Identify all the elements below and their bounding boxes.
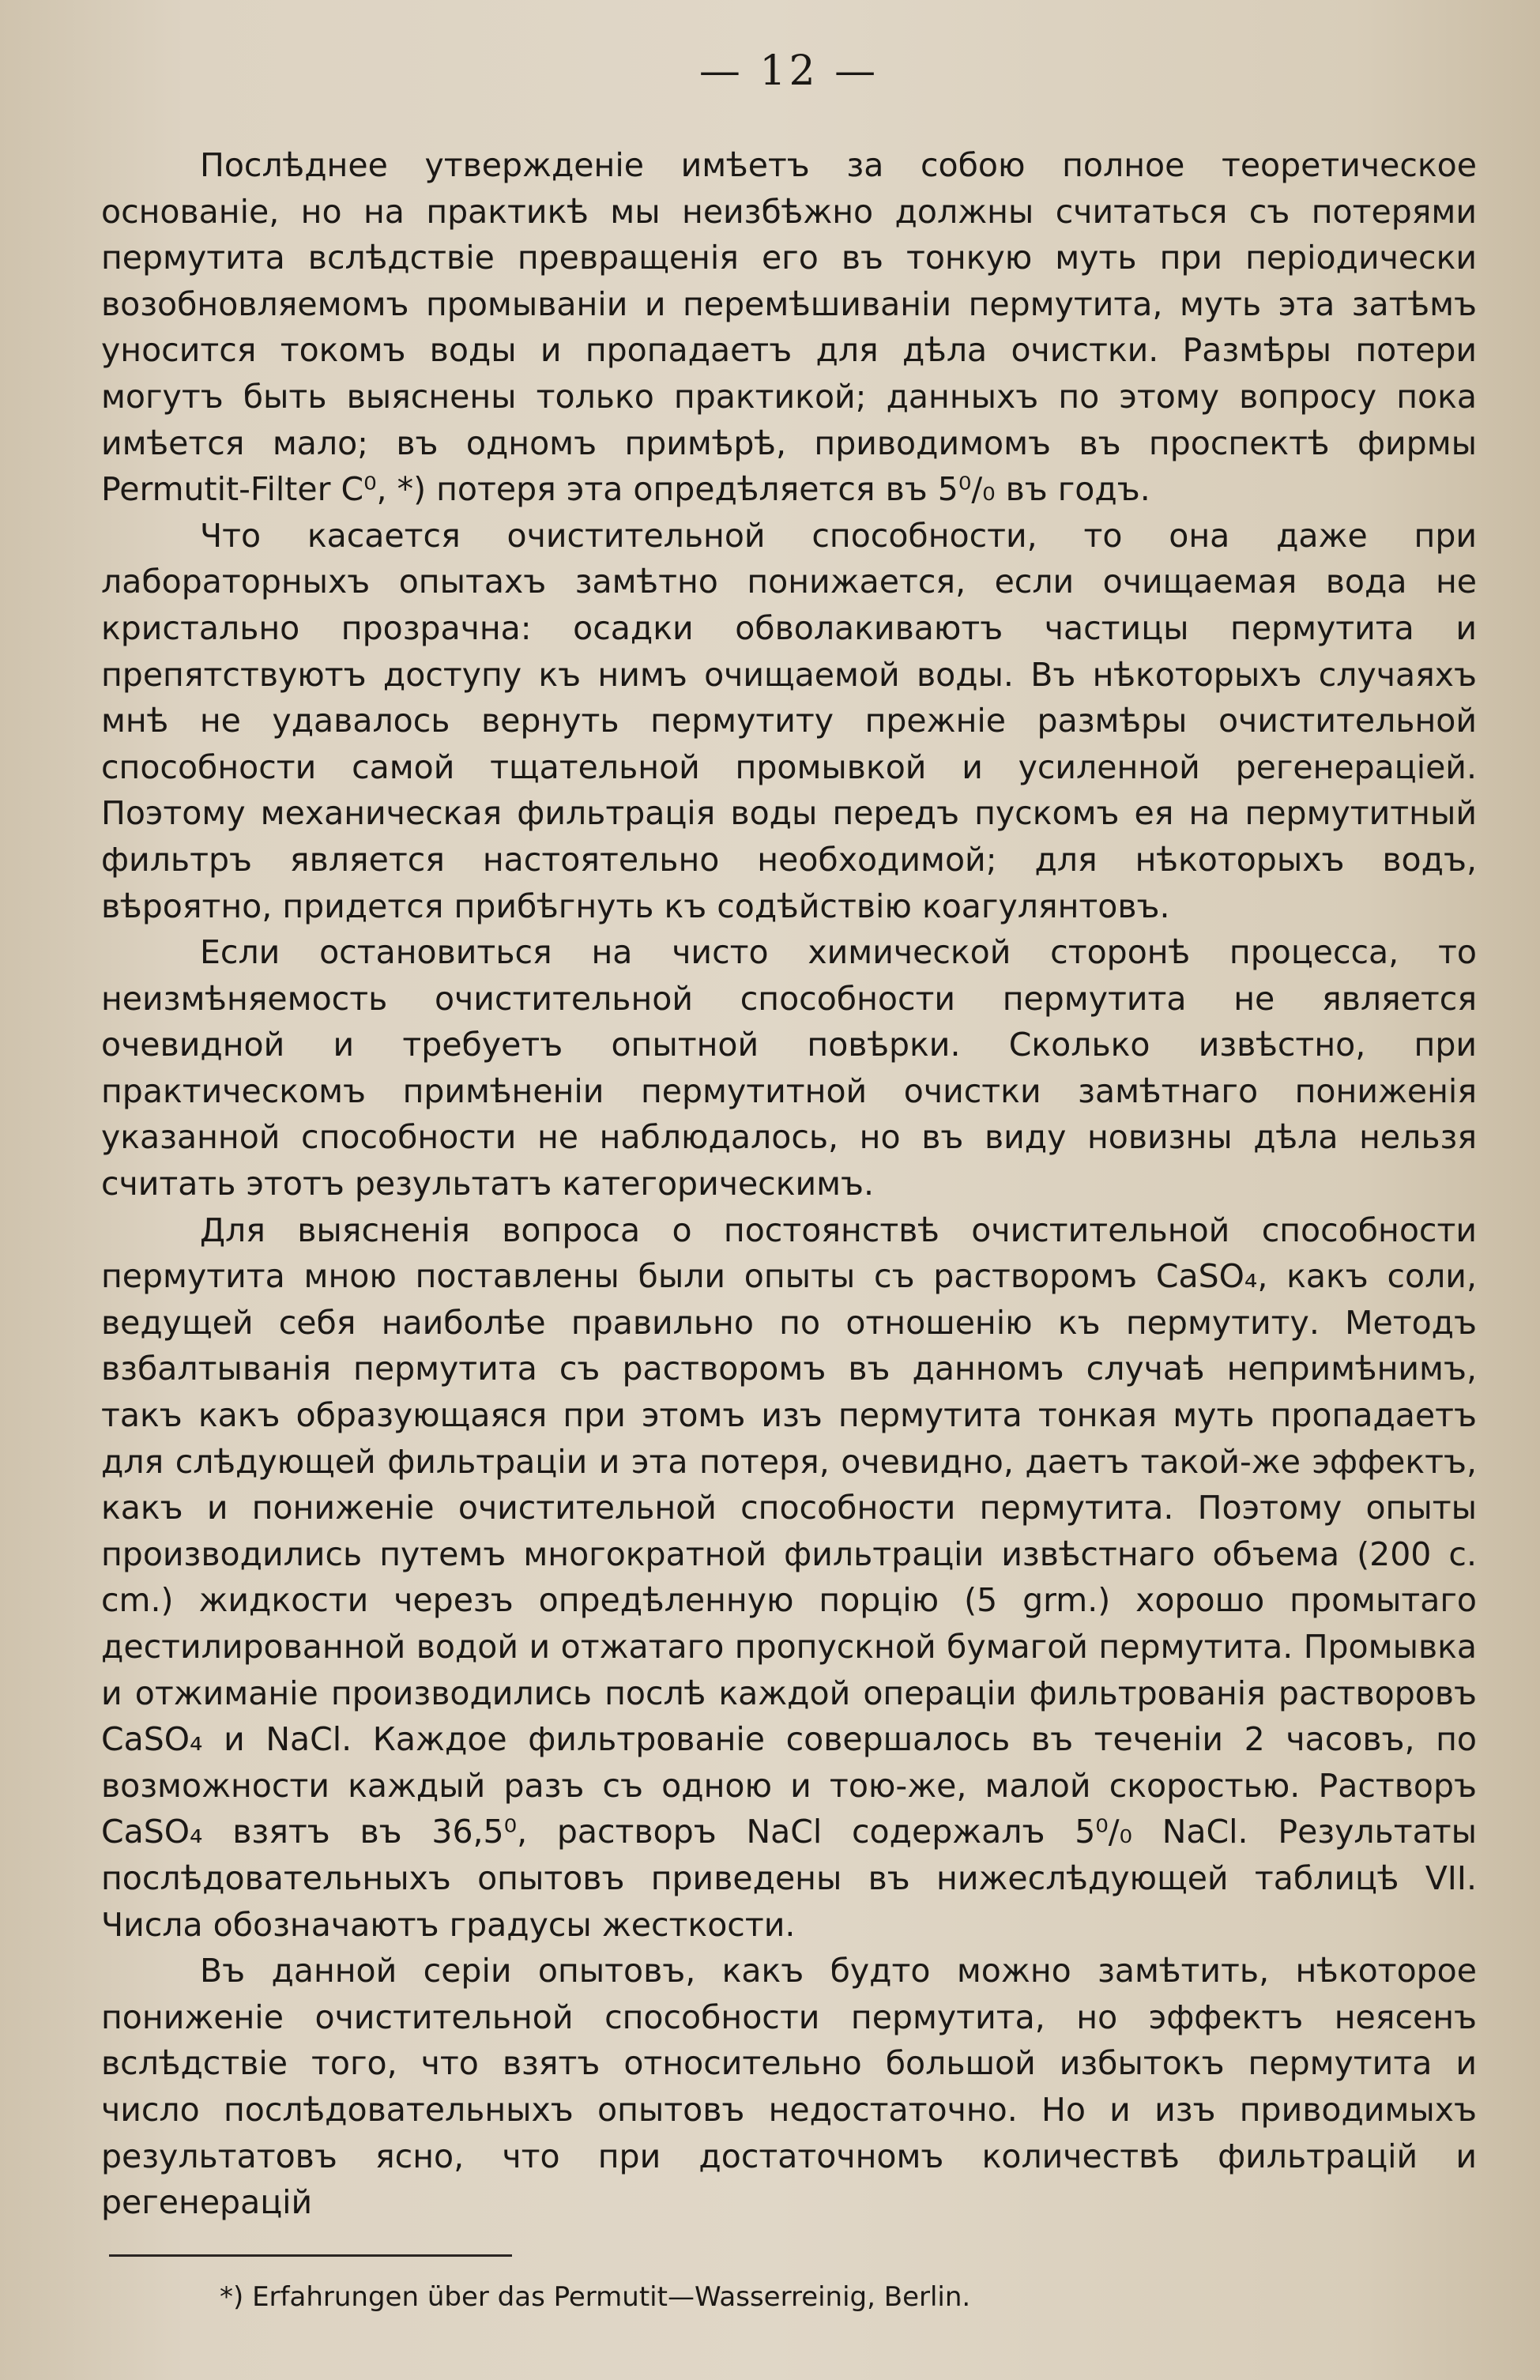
paragraph: Въ данной серіи опытовъ, какъ будто можно замѣтить, нѣкоторое пониженіе очистительной способности пермутита, но эффектъ неясенъ вслѣдствіе того, что взятъ относительно большой избытокъ пермутита и число послѣдовательныхъ опытовъ недостаточно. Но и изъ приводимыхъ результатовъ ясно, что при достаточномъ количествѣ фильтрацій и регенерацій xyxy=(101,1952,1477,2222)
paragraph: Для выясненія вопроса о постоянствѣ очистительной способности пермутита мною поставлены были опыты съ растворомъ CaSO₄, какъ соли, ведущей себя наиболѣе правильно по отношенію къ пермутиту. Методъ взбалтыванія пермутита съ растворомъ въ данномъ случаѣ непримѣнимъ, такъ какъ образующаяся при этомъ изъ пермутита тонкая муть пропадаетъ для слѣдующей фильтраціи и эта потеря, очевидно, даетъ такой-же эффектъ, какъ и пониженіе очистительной способности пермутита. Поэтому опыты производились путемъ многократной фильтраціи извѣстнаго объема (200 c. cm.) жидкости черезъ опредѣленную порцію (5 grm.) хорошо промытаго дестилированной водой и отжатаго пропускной бумагой пермутита. Промывка и отжиманіе производились послѣ каждой операціи фильтрованія растворовъ CaSO₄ и NaCl. Каждое фильтрованіе совершалось въ теченіи 2 часовъ, по возможности каждый разъ съ одною и тою-же, малой скоростью. Растворъ CaSO₄ взятъ въ 36,5⁰, растворъ NaCl содержалъ 5⁰/₀ NaCl. Результаты послѣдовательныхъ опытовъ приведены въ нижеслѣдующей таблицѣ VII. Числа обозначаютъ градусы жесткости. xyxy=(101,1211,1477,1944)
body-text xyxy=(101,142,1477,2226)
footnote-divider xyxy=(109,2254,512,2257)
footnote: *) Erfahrungen über das Permutit—Wasserreinig, Berlin. xyxy=(220,2280,971,2313)
paragraph: Послѣднее утвержденіе имѣетъ за собою полное теоретическое основаніе, но на практикѣ мы неизбѣжно должны считаться съ потерями пермутита вслѣдствіе превращенія его въ тонкую муть при періодически возобновляемомъ промываніи и перемѣшиваніи пермутита, муть эта затѣмъ уносится токомъ воды и пропадаетъ для дѣла очистки. Размѣры потери могутъ быть выяснены только практикой; данныхъ по этому вопросу пока имѣется мало; въ одномъ примѣрѣ, приводимомъ въ проспектѣ фирмы Permutit-Filter C⁰, *) потеря эта опредѣляется въ 5⁰/₀ въ годъ. xyxy=(101,146,1477,509)
paragraph: Если остановиться на чисто химической сторонѣ процесса, то неизмѣняемость очистительной способности пермутита не является очевидной и требуетъ опытной повѣрки. Сколько извѣстно, при практическомъ примѣненіи пермутитной очистки замѣтнаго пониженія указанной способности не наблюдалось, но въ виду новизны дѣла нельзя считать этотъ результатъ категорическимъ. xyxy=(101,933,1477,1203)
page-number: — 12 — xyxy=(698,47,879,95)
paragraph: Что касается очистительной способности, то она даже при лабораторныхъ опытахъ замѣтно понижается, если очищаемая вода не кристально прозрачна: осадки обволакиваютъ частицы пермутита и препятствуютъ доступу къ нимъ очищаемой воды. Въ нѣкоторыхъ случаяхъ мнѣ не удавалось вернуть пермутиту прежніе размѣры очистительной способности самой тщательной промывкой и усиленной регенераціей. Поэтому механическая фильтрація воды передъ пускомъ ея на пермутитный фильтръ является настоятельно необходимой; для нѣкоторыхъ водъ, вѣроятно, придется прибѣгнуть къ содѣйствію коагулянтовъ. xyxy=(101,516,1477,925)
